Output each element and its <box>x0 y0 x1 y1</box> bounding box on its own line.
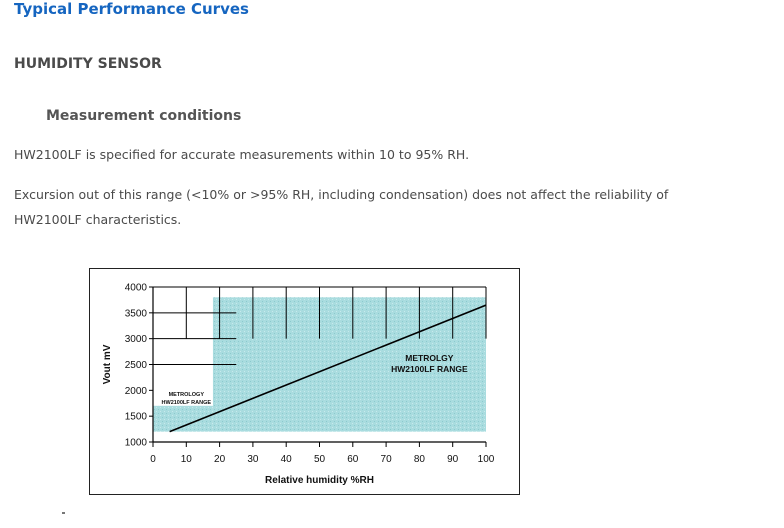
y-tick-label-3000: 3000 <box>124 334 147 346</box>
x-tick-label-90: 90 <box>447 454 459 465</box>
paragraph-excursion: Excursion out of this range (<10% or >95% RH, including condensation) does not affect the reliability of HW2100LF characteristics. <box>14 187 669 227</box>
subsubsection-title: Measurement conditions <box>46 108 242 124</box>
x-tick-label-20: 20 <box>214 454 226 465</box>
region-label-main-1: HW2100LF RANGE <box>391 363 468 374</box>
performance-chart-figure <box>89 268 520 495</box>
x-tick-label-0: 0 <box>150 454 156 465</box>
y-tick-label-1000: 1000 <box>124 437 147 449</box>
x-tick-label-10: 10 <box>180 454 192 465</box>
region-label-small-0: METROLOGY <box>168 392 205 399</box>
x-tick-label-100: 100 <box>477 454 495 465</box>
y-tick-label-3500: 3500 <box>124 308 147 320</box>
x-tick-label-40: 40 <box>280 454 292 465</box>
subsection-title: HUMIDITY SENSOR <box>14 56 162 72</box>
y-tick-label-2000: 2000 <box>124 385 147 397</box>
y-tick-label-1500: 1500 <box>124 411 147 423</box>
x-tick-label-70: 70 <box>380 454 392 465</box>
region-label-small-1: HW2100LF RANGE <box>161 400 212 407</box>
x-tick-label-80: 80 <box>413 454 425 465</box>
bottom-mark <box>62 512 65 514</box>
paragraph-spec: HW2100LF is specified for accurate measurements within 10 to 95% RH. <box>14 147 470 162</box>
y-tick-label-2500: 2500 <box>124 360 147 371</box>
x-axis-label: Relative humidity %RH <box>265 475 374 486</box>
y-axis-label: Vout mV <box>102 344 113 385</box>
x-tick-label-30: 30 <box>247 454 259 465</box>
x-tick-label-50: 50 <box>313 454 326 465</box>
x-tick-label-60: 60 <box>347 454 359 465</box>
y-tick-label-4000: 4000 <box>124 282 147 294</box>
humidity-chart <box>90 269 519 494</box>
region-label-main-0: METROLGY <box>405 352 454 363</box>
section-title: Typical Performance Curves <box>14 0 249 18</box>
